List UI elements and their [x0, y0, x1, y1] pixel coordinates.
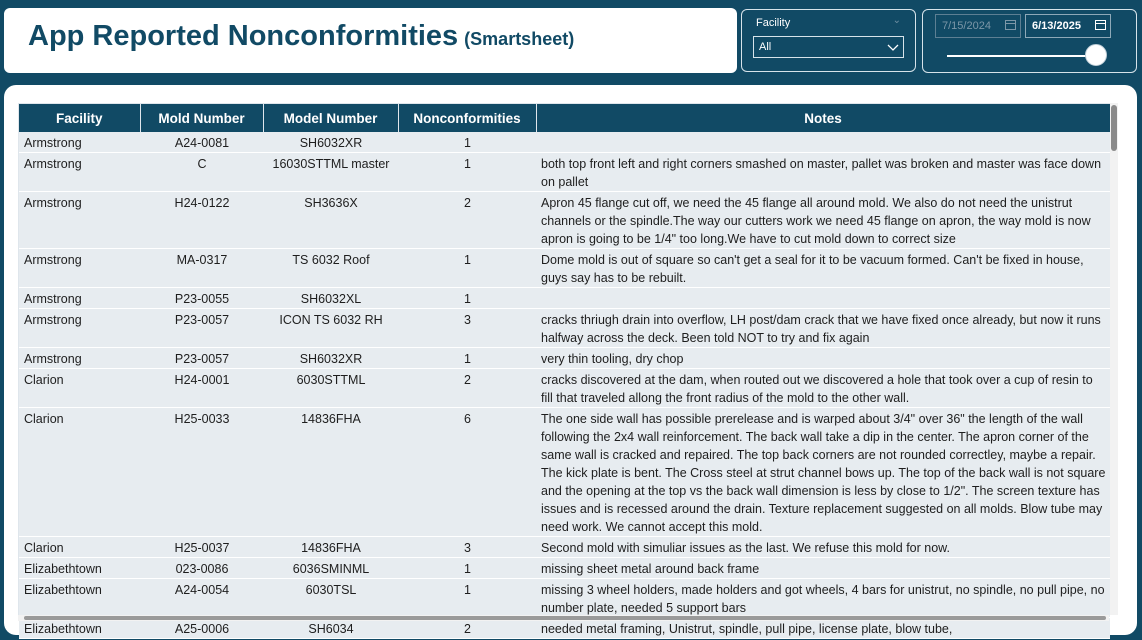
table-row[interactable] — [19, 408, 1110, 537]
notes-cell: missing sheet metal around back frame — [536, 558, 1110, 579]
table-body — [19, 132, 1110, 639]
calendar-icon[interactable] — [1005, 20, 1016, 30]
mold-number-cell: A25-0006 — [140, 618, 263, 639]
model-number-cell: SH6034 — [263, 618, 398, 639]
end-date-input[interactable] — [1025, 14, 1111, 38]
model-number-cell: SH6032XR — [263, 132, 398, 153]
facility-cell: Elizabethtown — [19, 579, 140, 618]
table-row[interactable] — [19, 579, 1110, 618]
facility-cell: Elizabethtown — [19, 618, 140, 639]
facility-cell: Armstrong — [19, 249, 140, 288]
facility-dropdown[interactable] — [753, 36, 904, 58]
mold-number-cell: A24-0054 — [140, 579, 263, 618]
mold-number-cell: 023-0086 — [140, 558, 263, 579]
nonconformities-cell: 1 — [398, 249, 536, 288]
mold-number-cell: P23-0057 — [140, 309, 263, 348]
column-header-notes[interactable]: Notes — [536, 104, 1110, 132]
mold-number-cell: H25-0037 — [140, 537, 263, 558]
notes-cell: needed metal framing, Unistrut, spindle, pull pipe, license plate, blow tube, — [536, 618, 1110, 639]
table-header-row — [19, 104, 1110, 132]
table-row[interactable] — [19, 132, 1110, 153]
facility-slicer — [741, 9, 916, 72]
model-number-cell: 6030STTML — [263, 369, 398, 408]
notes-cell: Second mold with simuliar issues as the last. We refuse this mold for now. — [536, 537, 1110, 558]
nonconformities-cell: 2 — [398, 192, 536, 249]
mold-number-cell: H24-0001 — [140, 369, 263, 408]
column-header-facility[interactable]: Facility — [19, 104, 140, 132]
facility-cell: Armstrong — [19, 192, 140, 249]
facility-cell: Armstrong — [19, 309, 140, 348]
mold-number-cell: P23-0055 — [140, 288, 263, 309]
nonconformities-cell: 6 — [398, 408, 536, 537]
nonconformities-cell: 1 — [398, 132, 536, 153]
start-date-value: 7/15/2024 — [942, 20, 991, 32]
notes-cell — [536, 132, 1110, 153]
nonconformities-cell: 1 — [398, 579, 536, 618]
table-row[interactable] — [19, 369, 1110, 408]
mold-number-cell: H24-0122 — [140, 192, 263, 249]
model-number-cell: 6036SMINML — [263, 558, 398, 579]
end-date-value: 6/13/2025 — [1032, 20, 1081, 32]
mold-number-cell: A24-0081 — [140, 132, 263, 153]
notes-cell: both top front left and right corners smashed on master, pallet was broken and master was face down on pallet — [536, 153, 1110, 192]
table-row[interactable] — [19, 348, 1110, 369]
chevron-down-icon[interactable]: ⌄ — [892, 15, 901, 26]
column-header-model-number[interactable]: Model Number — [263, 104, 398, 132]
model-number-cell: TS 6032 Roof — [263, 249, 398, 288]
nonconformities-cell: 2 — [398, 369, 536, 408]
column-header-mold-number[interactable]: Mold Number — [140, 104, 263, 132]
mold-number-cell: P23-0057 — [140, 348, 263, 369]
nonconformities-cell: 1 — [398, 153, 536, 192]
table-row[interactable] — [19, 288, 1110, 309]
page-title-text: App Reported Nonconformities — [28, 20, 459, 52]
mold-number-cell: H25-0033 — [140, 408, 263, 537]
model-number-cell: SH6032XL — [263, 288, 398, 309]
notes-cell: Dome mold is out of square so can't get a seal for it to be vacuum formed. Can't be fixed in house, guys say has to be rebuilt. — [536, 249, 1110, 288]
facility-cell: Clarion — [19, 408, 140, 537]
model-number-cell: ICON TS 6032 RH — [263, 309, 398, 348]
nonconformities-cell: 1 — [398, 558, 536, 579]
facility-cell: Armstrong — [19, 348, 140, 369]
column-header-nonconformities[interactable]: Nonconformities — [398, 104, 536, 132]
calendar-icon[interactable] — [1095, 20, 1106, 30]
nonconformities-cell: 1 — [398, 288, 536, 309]
facility-cell: Armstrong — [19, 132, 140, 153]
model-number-cell: SH3636X — [263, 192, 398, 249]
notes-cell — [536, 288, 1110, 309]
start-date-input[interactable] — [935, 14, 1021, 38]
model-number-cell: 14836FHA — [263, 537, 398, 558]
table-row[interactable] — [19, 558, 1110, 579]
facility-cell: Armstrong — [19, 153, 140, 192]
model-number-cell: 6030TSL — [263, 579, 398, 618]
table-row[interactable] — [19, 537, 1110, 558]
table-row[interactable] — [19, 153, 1110, 192]
mold-number-cell: MA-0317 — [140, 249, 263, 288]
facility-selected-value: All — [759, 41, 772, 53]
page-title — [28, 20, 574, 53]
notes-cell: The one side wall has possible prerelease and is warped about 3/4" over 36" the length of the wall following the 2x4 wall reinforcement. The back wall take a dip in the center. The apron corner of the same wall is cracked and repaired. The top back corners are not rounded correctley, maybe a repair. The kick plate is bent. The Cross steel at strut channel bows up. The top of the back wall is not square and the opening at the top vs the back wall dimension is less by close to 1/2". The screen texture has issues and is recessed around the drain. Texture replacement suggested on all molds. Blow tube may need work. We cannot accept this mold. — [536, 408, 1110, 537]
nonconformities-cell: 3 — [398, 309, 536, 348]
notes-cell: cracks thriugh drain into overflow, LH post/dam crack that we have fixed once already, but now it runs halfway across the deck. Been told NOT to try and fix again — [536, 309, 1110, 348]
vertical-scrollbar[interactable] — [1110, 103, 1118, 615]
notes-cell: cracks discovered at the dam, when routed out we discovered a hole that took over a cup of resin to fill that traveled allong the front radius of the mold to the other wall. — [536, 369, 1110, 408]
facility-cell: Clarion — [19, 369, 140, 408]
mold-number-cell: C — [140, 153, 263, 192]
chevron-down-icon — [887, 38, 899, 58]
title-card — [4, 8, 737, 73]
model-number-cell: 16030STTML master — [263, 153, 398, 192]
page-subtitle: (Smartsheet) — [464, 29, 575, 49]
model-number-cell: 14836FHA — [263, 408, 398, 537]
facility-cell: Elizabethtown — [19, 558, 140, 579]
table-row[interactable] — [19, 192, 1110, 249]
notes-cell: missing 3 wheel holders, made holders and got wheels, 4 bars for unistrut, no spindle, no pull pipe, no number plate, needed 5 support bars — [536, 579, 1110, 618]
nonconformities-cell: 2 — [398, 618, 536, 639]
nonconformities-table — [18, 103, 1110, 636]
vertical-scrollbar-thumb[interactable] — [1111, 105, 1117, 151]
horizontal-scrollbar[interactable] — [18, 615, 1109, 621]
table-card — [4, 85, 1137, 635]
facility-label: Facility — [756, 17, 791, 29]
horizontal-scrollbar-thumb[interactable] — [24, 616, 1106, 620]
facility-cell: Clarion — [19, 537, 140, 558]
date-range-slicer — [922, 9, 1137, 73]
notes-cell: Apron 45 flange cut off, we need the 45 flange all around mold. We also do not need the unistrut channels or the spindle.The way our cutters work we need 45 flange on apron, the way mold is now apron is going to be 1/4" too long.We have to cut mold down to correct size — [536, 192, 1110, 249]
nonconformities-cell: 1 — [398, 348, 536, 369]
facility-cell: Armstrong — [19, 288, 140, 309]
table-row[interactable] — [19, 309, 1110, 348]
date-slider-track[interactable] — [947, 55, 1097, 57]
nonconformities-cell: 3 — [398, 537, 536, 558]
notes-cell: very thin tooling, dry chop — [536, 348, 1110, 369]
model-number-cell: SH6032XR — [263, 348, 398, 369]
table-row[interactable] — [19, 249, 1110, 288]
date-slider-handle[interactable] — [1085, 44, 1107, 66]
